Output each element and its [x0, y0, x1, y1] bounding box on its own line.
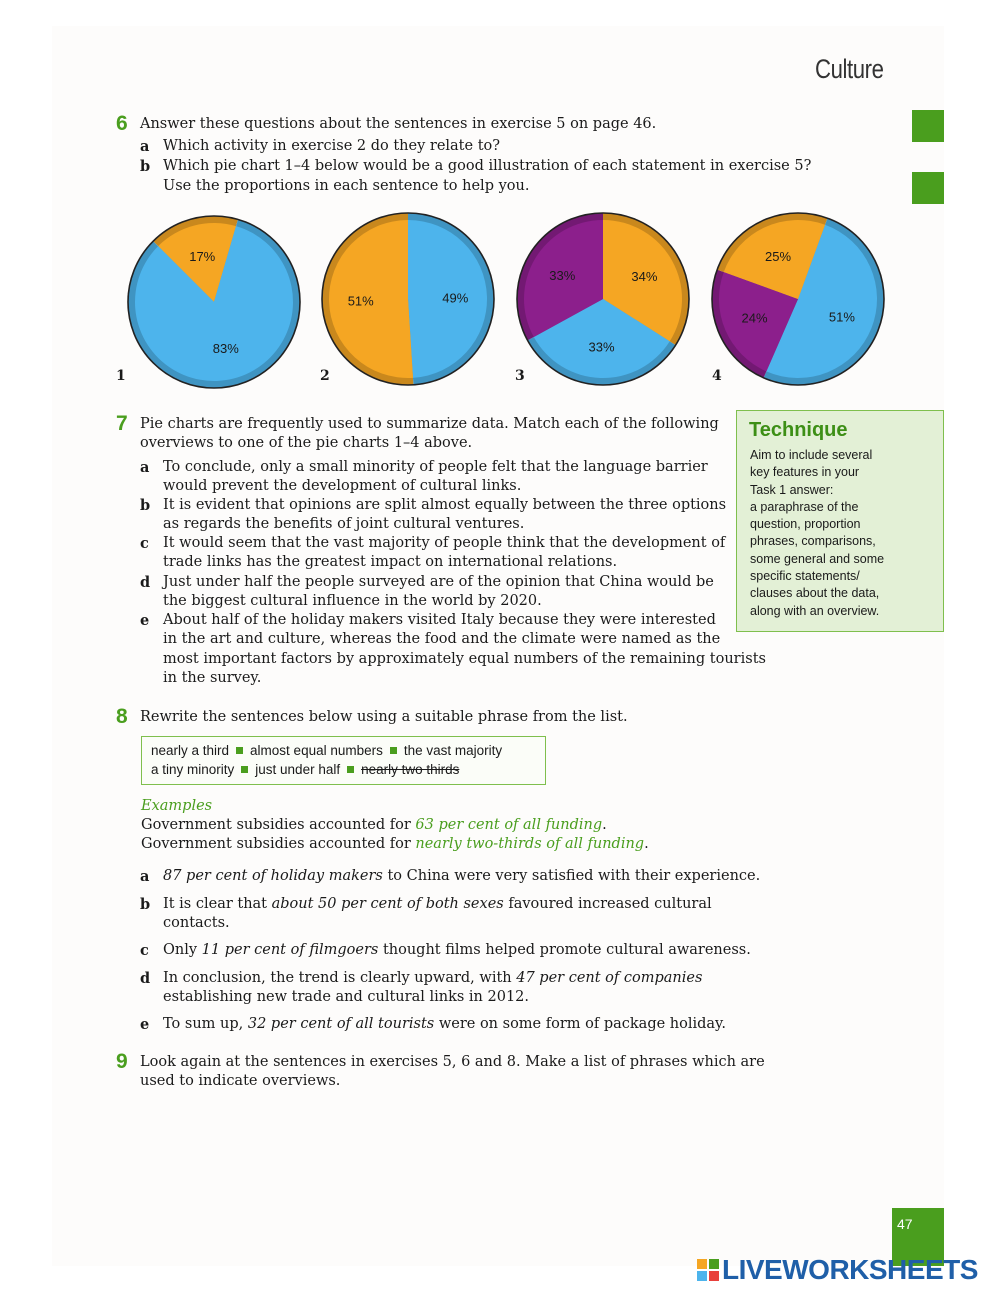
pie-chart-3-number: 3 [515, 368, 525, 384]
page-number: 47 [897, 1216, 913, 1232]
pie-chart-3 [517, 213, 689, 385]
exercise-7-item-c-line1: It would seem that the vast majority of people think that the development of [163, 535, 726, 551]
technique-title: Technique [749, 419, 848, 441]
exercise-6-number: 6 [116, 112, 128, 135]
exercise-8-item-b-letter: b [140, 896, 151, 913]
pie-2-label-1: 49% [442, 290, 469, 306]
exercise-8-item-b-line1: It is clear that about 50 per cent of both sexes favoured increased cultural [163, 896, 712, 912]
exercise-8-intro: Rewrite the sentences below using a suitable phrase from the list. [140, 709, 628, 725]
section-title: Culture [815, 54, 884, 84]
phrase-nearly-a-third: nearly a third [151, 743, 230, 758]
exercise-8-item-e: To sum up, 32 per cent of all tourists were on some form of package holiday. [163, 1016, 726, 1032]
phrase-the-vast-majority: the vast majority [403, 743, 503, 758]
phrase-just-under-half: just under half [255, 762, 341, 777]
pie-3-label-1: 34% [631, 269, 658, 285]
bullet-square-icon [390, 747, 397, 754]
bullet-square-icon [241, 766, 248, 773]
liveworksheets-brand: LIVEWORKSHEETS [722, 1254, 978, 1285]
pie-4-label-3: 25% [764, 249, 792, 265]
pie-chart-4 [712, 213, 884, 385]
exercise-9-number: 9 [116, 1050, 128, 1073]
technique-box [736, 410, 944, 632]
exercise-8-item-c: Only 11 per cent of filmgoers thought films helped promote cultural awareness. [163, 942, 751, 958]
exercise-6-item-a: Which activity in exercise 2 do they relate to? [163, 138, 501, 154]
liveworksheets-logo [697, 1254, 978, 1284]
exercise-6-intro: Answer these questions about the sentences in exercise 5 on page 46. [140, 116, 657, 132]
exercise-6-item-a-letter: a [140, 138, 150, 155]
phrase-list-box [141, 736, 546, 785]
pie-chart-1 [128, 216, 300, 388]
exercise-7-item-b-line1: It is evident that opinions are split almost equally between the three options [163, 497, 727, 513]
exercise-7-item-d-letter: d [140, 574, 151, 591]
exercise-8-item-a: 87 per cent of holiday makers to China were very satisfied with their experience. [163, 868, 761, 884]
pie-chart-2-number: 2 [320, 368, 330, 384]
pie-4-label-1: 51% [828, 309, 855, 325]
pie-chart-2 [322, 213, 494, 385]
exercise-7-item-c-letter: c [140, 535, 149, 552]
exercise-7-item-d-line1: Just under half the people surveyed are of the opinion that China would be [163, 574, 714, 590]
exercise-7-item-e-line2: in the art and culture, whereas the food and the climate were named as the [163, 631, 721, 647]
pie-4-label-2: 24% [741, 310, 768, 326]
phrase-row-1 [151, 743, 502, 758]
exercise-8-item-a-letter: a [140, 868, 150, 885]
exercise-7-item-c-line2: trade links has the greatest impact on international relations. [163, 554, 618, 570]
exercise-7-item-a-letter: a [140, 459, 150, 476]
exercise-7-item-e-letter: e [140, 612, 150, 629]
exercise-7-item-e-line1: About half of the holiday makers visited Italy because they were interested [163, 612, 716, 628]
phrase-nearly-two-thirds-used: nearly two thirds [361, 762, 460, 777]
liveworksheets-logo-icon [697, 1259, 719, 1281]
exercise-7-item-a-line1: To conclude, only a small minority of people felt that the language barrier [163, 459, 708, 475]
exercise-6-item-b-line1: Which pie chart 1–4 below would be a good illustration of each statement in exercise 5? [163, 158, 812, 174]
examples-title: Examples [141, 798, 213, 814]
example-2: Government subsidies accounted for nearly two-thirds of all funding. [141, 836, 649, 852]
phrase-almost-equal-numbers: almost equal numbers [250, 743, 383, 758]
exercise-7-intro-line2: overviews to one of the pie charts 1–4 above. [140, 435, 473, 451]
exercise-7-intro-line1: Pie charts are frequently used to summarize data. Match each of the following [140, 416, 719, 432]
pie-chart-1-number: 1 [116, 368, 126, 384]
phrase-row-2 [151, 762, 459, 777]
exercise-8-item-d-letter: d [140, 970, 151, 987]
exercise-8-item-c-letter: c [140, 942, 149, 959]
example-1: Government subsidies accounted for 63 per cent of all funding. [141, 817, 607, 833]
pie-3-label-2: 33% [588, 339, 615, 355]
pie-charts [0, 0, 1000, 400]
exercise-7-item-e-line4: in the survey. [163, 670, 262, 686]
pie-2-label-2: 51% [347, 293, 374, 309]
technique-body: Aim to include several key features in your Task 1 answer: a paraphrase of the question, proportion phrases, comparisons, some general and some specific statements/ clauses about the data, along with an overview. [750, 448, 885, 618]
exercise-7-item-d-line2: the biggest cultural influence in the world by 2020. [163, 593, 542, 609]
bullet-square-icon [236, 747, 243, 754]
bullet-square-icon [347, 766, 354, 773]
pie-1-label-1: 17% [189, 249, 216, 265]
exercise-8-item-b-line2: contacts. [163, 915, 230, 931]
exercise-7-item-b-line2: as regards the benefits of joint cultural ventures. [163, 516, 525, 532]
exercise-7-item-e-line3: most important factors by approximately equal numbers of the remaining tourists [163, 651, 766, 667]
exercise-7-item-b-letter: b [140, 497, 151, 514]
exercise-8-item-d-line2: establishing new trade and cultural links in 2012. [163, 989, 530, 1005]
exercise-7-item-a-line2: would prevent the development of cultural links. [163, 478, 522, 494]
exercise-7-number: 7 [116, 412, 128, 435]
exercise-6-item-b-letter: b [140, 158, 151, 175]
exercise-6-item-b-line2: Use the proportions in each sentence to help you. [163, 178, 530, 194]
exercise-8-item-e-letter: e [140, 1016, 150, 1033]
exercise-8-item-d-line1: In conclusion, the trend is clearly upward, with 47 per cent of companies [163, 970, 703, 986]
pie-3-label-3: 33% [549, 267, 576, 283]
exercise-8-number: 8 [116, 705, 128, 728]
exercise-9-line1: Look again at the sentences in exercises 5, 6 and 8. Make a list of phrases which are [140, 1054, 765, 1070]
phrase-a-tiny-minority: a tiny minority [151, 762, 235, 777]
pie-1-label-2: 83% [212, 340, 239, 356]
pie-chart-4-number: 4 [712, 368, 722, 384]
exercise-9-line2: used to indicate overviews. [140, 1073, 341, 1089]
